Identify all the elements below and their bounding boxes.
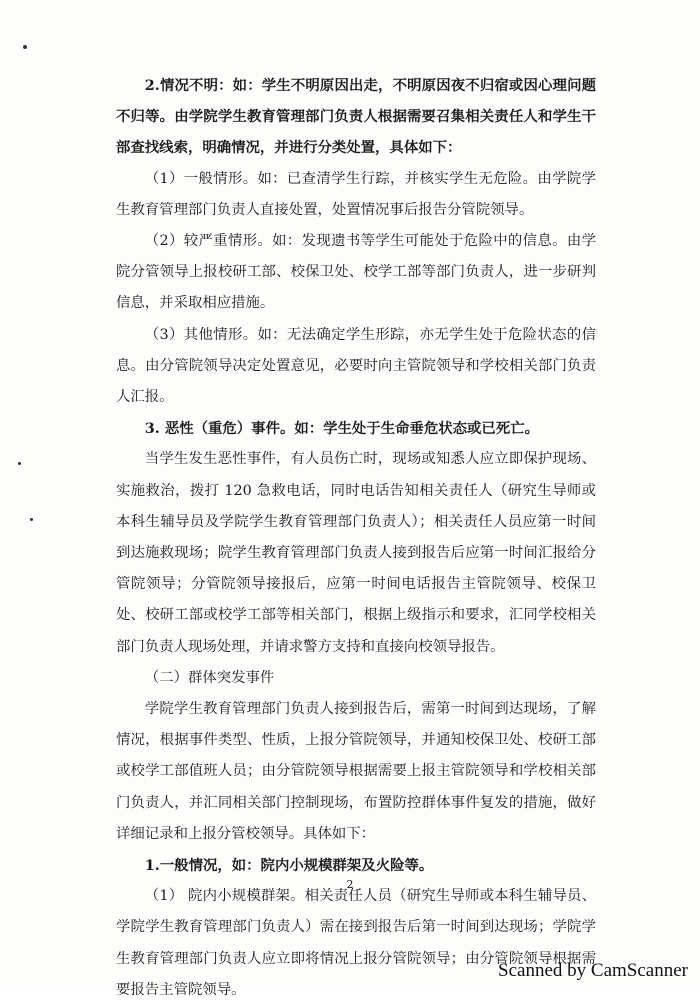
paragraph: （2）较严重情形。如：发现遗书等学生可能处于危险中的信息。由学院分管领导上报校研工部、校保卫处、校学工部等部门负责人，进一步研判信息，并采取相应措施。 — [116, 233, 596, 312]
paragraph: （3）其他情形。如：无法确定学生形踪，亦无学生处于危险状态的信息。由分管院领导决定处置意见，必要时向主管院领导和学校相关部门负责人汇报。 — [116, 326, 596, 406]
scan-speck — [30, 518, 33, 521]
subsection-title: （二）群体突发事件 — [144, 669, 275, 686]
section-heading: 2.情况不明：如：学生不明原因出走，不明原因夜不归宿或因心理问题不归等。由学院学生教育管理部门负责人根据需要召集相关责任人和学生干部查找线索，明确情况，并进行分类处置，具体如下： — [116, 77, 596, 157]
paragraph: （1）一般情形。如：已查清学生行踪，并核实学生无危险。由学院学生教育管理部门负责人直接处置，处置情况事后报告分管院领导。 — [116, 170, 596, 218]
section-heading: 1.一般情况，如：院内小规模群架及火险等。 — [144, 857, 434, 875]
paragraph: （1） 院内小规模群架。相关责任人员（研究生导师或本科生辅导员、学院学生教育管理部门负责人）需在接到报告后第一时间到达现场；学院学生教育管理部门负责人应立即将情况上报分管院领导；由分管院领导根据需要报告主管院领导。 — [116, 888, 596, 998]
document-body — [116, 70, 596, 1006]
scan-speck — [18, 462, 21, 465]
paragraph: 当学生发生恶性事件，有人员伤亡时，现场或知悉人应立即保护现场、实施救治，拨打 120 急救电话，同时电话告知相关责任人（研究生导师或本科生辅导员及学院学生教育管理部门负责人）；相关责任人员应第一时间到达施救现场；院学生教育管理部门负责人接到报告后应第一时间汇报给分管院领导；分管院领导接报后，应第一时间电话报告主管院领导、校保卫处、校研工部或校学工部等相关部门，根据上级指示和要求，汇同学校相关部门负责人现场处理，并请求警方支持和直接向校领导报告。 — [116, 451, 596, 655]
page-number: 2 — [346, 878, 354, 891]
scanner-watermark: Scanned by CamScanner — [498, 960, 688, 981]
section-heading: 3. 恶性（重危）事件。如：学生处于生命垂危状态或已死亡。 — [144, 420, 539, 438]
paragraph: 学院学生教育管理部门负责人接到报告后，需第一时间到达现场，了解情况，根据事件类型、性质，上报分管院领导，并通知校保卫处、校研工部或校学工部值班人员；由分管院领导根据需要上报主管院领导和学校相关部门负责人，并汇同相关部门控制现场，布置防控群体事件复发的措施，做好详细记录和上报分管校领导。具体如下： — [116, 701, 596, 842]
scan-speck — [23, 45, 27, 49]
